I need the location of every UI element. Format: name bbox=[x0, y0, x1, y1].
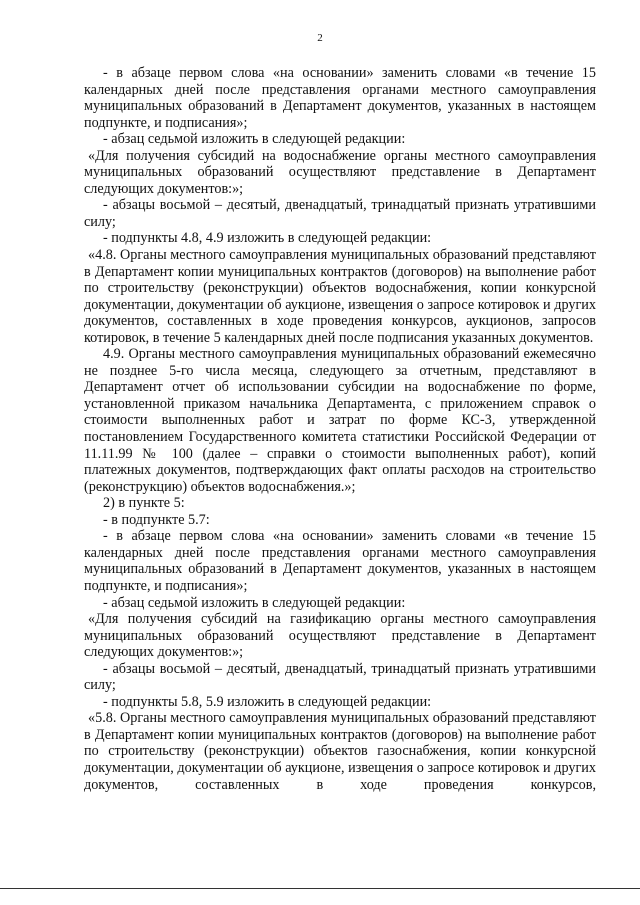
paragraph: - абзац седьмой изложить в следующей редакции: bbox=[103, 131, 406, 148]
paragraph: - абзацы восьмой – десятый, двенадцатый, тринадцатый признать утратившими силу; bbox=[84, 197, 596, 230]
paragraph: - абзацы восьмой – десятый, двенадцатый, тринадцатый признать утратившими силу; bbox=[84, 660, 596, 694]
paragraph: - в абзаце первом слова «на основании» заменить словами «в течение 15 календарных дней после представления органами местного самоуправления муниципальных образований в Департамент документов, указанных в настоящем подпункте, и подписания»; bbox=[84, 65, 596, 131]
paragraph: «Для получения субсидий на газификацию органы местного самоуправления муниципальных образований осуществляют представление в Департамент следующих документов:»; bbox=[84, 611, 596, 661]
paragraph: - подпункты 4.8, 4.9 изложить в следующей редакции: bbox=[103, 230, 432, 247]
document-body bbox=[84, 65, 596, 793]
paragraph: - подпункты 5.8, 5.9 изложить в следующей редакции: bbox=[103, 693, 432, 710]
paragraph: - абзац седьмой изложить в следующей редакции: bbox=[103, 594, 406, 611]
paragraph: «5.8. Органы местного самоуправления муниципальных образований представляют в Департамент копии муниципальных контрактов (договоров) на выполнение работ по строительству (реконструкции) объектов газоснабжения, копии конкурсной документации, документации об аукционе, извещения о запросе котировок и других документов, составленных в ходе проведения конкурсов, bbox=[84, 710, 596, 793]
page-number: 2 bbox=[317, 32, 323, 44]
paragraph: 2) в пункте 5: bbox=[103, 495, 185, 512]
paragraph: «4.8. Органы местного самоуправления муниципальных образований представляют в Департамент копии муниципальных контрактов (договоров) на выполнение работ по строительству (реконструкции) объектов водоснабжения, копии конкурсной документации, документации об аукционе, извещения о запросе котировок и других документов, составленных в ходе проведения конкурсов, аукционов, запросов котировок, в течение 5 календарных дней после подписания указанных документов. bbox=[84, 247, 596, 346]
page-bottom-rule bbox=[0, 888, 640, 889]
paragraph: 4.9. Органы местного самоуправления муниципальных образований ежемесячно не позднее 5-го числа месяца, следующего за отчетным, представляют в Департамент отчет об использовании субсидии на водоснабжение по форме, установленной приказом начальника Департамента, с приложением справок о стоимости выполненных работ и затрат по форме КС-3, утвержденной постановлением Государственного комитета статистики Российской Федерации от 11.11.99 № 100 (далее – справки о стоимости выполненных работ), копий платежных документов, подтверждающих факт оплаты расходов на строительство (реконструкцию) объектов водоснабжения.»; bbox=[84, 346, 596, 495]
paragraph: - в подпункте 5.7: bbox=[103, 511, 210, 528]
paragraph: «Для получения субсидий на водоснабжение органы местного самоуправления муниципальных образований осуществляют представление в Департамент следующих документов:»; bbox=[84, 147, 596, 197]
paragraph: - в абзаце первом слова «на основании» заменить словами «в течение 15 календарных дней после представления органами местного самоуправления муниципальных образований в Департамент документов, указанных в настоящем подпункте, и подписания»; bbox=[84, 528, 596, 594]
